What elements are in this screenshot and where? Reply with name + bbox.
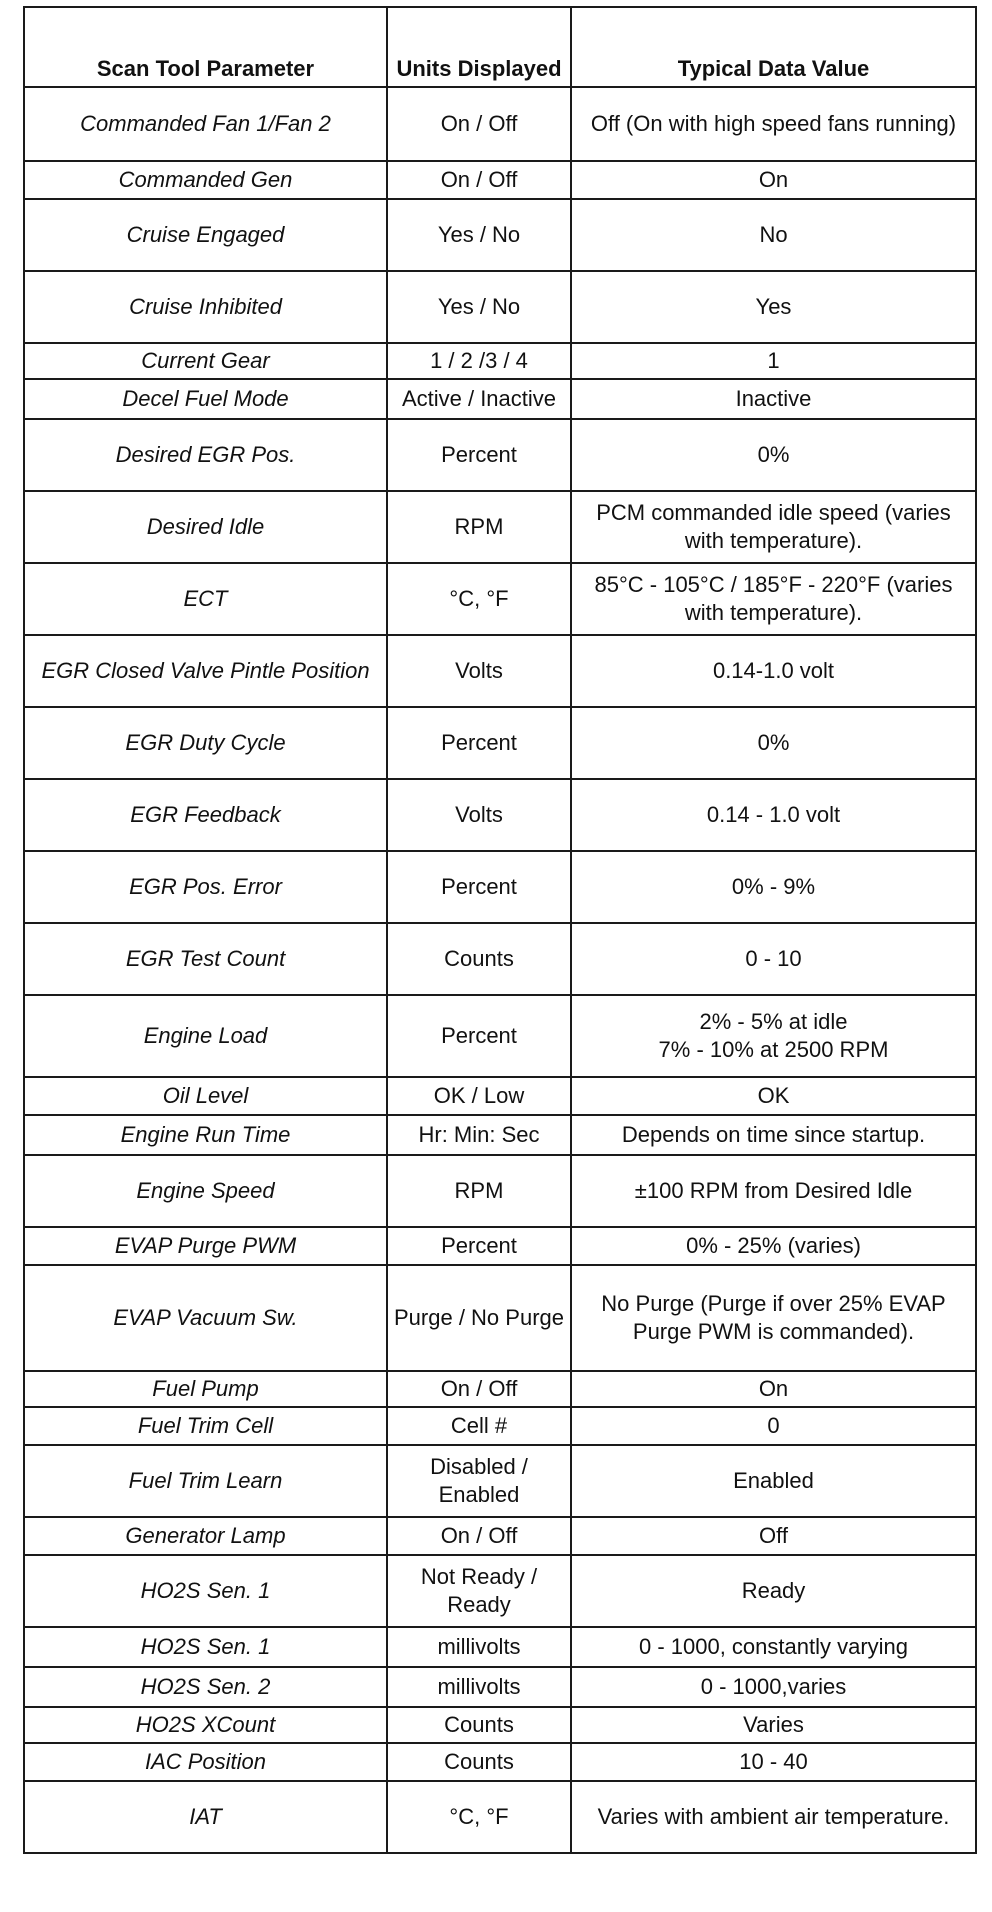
units-cell: Percent [387, 995, 571, 1077]
parameter-cell: Fuel Trim Cell [24, 1407, 387, 1445]
table-row [24, 1743, 976, 1781]
typical-value-cell: PCM commanded idle speed (varies with temperature). [571, 491, 976, 563]
units-cell: 1 / 2 /3 / 4 [387, 343, 571, 379]
parameter-cell: HO2S Sen. 1 [24, 1627, 387, 1667]
table-row [24, 491, 976, 563]
parameter-cell: HO2S XCount [24, 1707, 387, 1743]
units-cell: Cell # [387, 1407, 571, 1445]
parameter-cell: Oil Level [24, 1077, 387, 1115]
table-row [24, 779, 976, 851]
table-row [24, 707, 976, 779]
units-cell: Volts [387, 635, 571, 707]
units-cell: millivolts [387, 1667, 571, 1707]
units-cell: On / Off [387, 1517, 571, 1555]
table-row [24, 1707, 976, 1743]
typical-value-cell: OK [571, 1077, 976, 1115]
parameter-cell: Desired Idle [24, 491, 387, 563]
units-cell: On / Off [387, 1371, 571, 1407]
table-row [24, 1667, 976, 1707]
table-row [24, 1077, 976, 1115]
parameter-cell: Fuel Pump [24, 1371, 387, 1407]
parameter-cell: HO2S Sen. 1 [24, 1555, 387, 1627]
table-row [24, 1115, 976, 1155]
parameter-cell: Current Gear [24, 343, 387, 379]
typical-value-cell: No Purge (Purge if over 25% EVAP Purge PWM is commanded). [571, 1265, 976, 1371]
typical-value-cell: 0% - 9% [571, 851, 976, 923]
table-row [24, 923, 976, 995]
parameter-cell: EGR Feedback [24, 779, 387, 851]
typical-value-cell: Varies [571, 1707, 976, 1743]
parameter-cell: EVAP Vacuum Sw. [24, 1265, 387, 1371]
typical-value-cell: 0% - 25% (varies) [571, 1227, 976, 1265]
parameter-cell: EGR Closed Valve Pintle Position [24, 635, 387, 707]
units-cell: Purge / No Purge [387, 1265, 571, 1371]
table-row [24, 1445, 976, 1517]
units-cell: Percent [387, 851, 571, 923]
parameter-cell: HO2S Sen. 2 [24, 1667, 387, 1707]
table-row [24, 995, 976, 1077]
typical-value-cell: 2% - 5% at idle 7% - 10% at 2500 RPM [571, 995, 976, 1077]
typical-value-cell: Depends on time since startup. [571, 1115, 976, 1155]
units-cell: Yes / No [387, 271, 571, 343]
units-cell: Not Ready / Ready [387, 1555, 571, 1627]
typical-value-cell: Off [571, 1517, 976, 1555]
typical-value-cell: Yes [571, 271, 976, 343]
typical-value-cell: 0 - 10 [571, 923, 976, 995]
table-row [24, 1627, 976, 1667]
units-cell: °C, °F [387, 563, 571, 635]
units-cell: OK / Low [387, 1077, 571, 1115]
table-row [24, 1781, 976, 1853]
typical-value-cell: 0.14 - 1.0 volt [571, 779, 976, 851]
header-typical-data-value: Typical Data Value [571, 7, 976, 87]
units-cell: Counts [387, 923, 571, 995]
typical-value-cell: 0.14-1.0 volt [571, 635, 976, 707]
table-row [24, 1371, 976, 1407]
units-cell: Hr: Min: Sec [387, 1115, 571, 1155]
table-row [24, 851, 976, 923]
typical-value-cell: 1 [571, 343, 976, 379]
units-cell: On / Off [387, 87, 571, 161]
header-scan-tool-parameter: Scan Tool Parameter [24, 7, 387, 87]
table-row [24, 1265, 976, 1371]
units-cell: Yes / No [387, 199, 571, 271]
typical-value-cell: No [571, 199, 976, 271]
parameter-cell: Generator Lamp [24, 1517, 387, 1555]
typical-value-cell: Enabled [571, 1445, 976, 1517]
parameter-cell: Engine Load [24, 995, 387, 1077]
table-row [24, 419, 976, 491]
units-cell: °C, °F [387, 1781, 571, 1853]
parameter-cell: Commanded Gen [24, 161, 387, 199]
parameter-cell: Decel Fuel Mode [24, 379, 387, 419]
table-row [24, 87, 976, 161]
scan-tool-table-container [23, 6, 975, 1854]
parameter-cell: EGR Duty Cycle [24, 707, 387, 779]
typical-value-cell: 0% [571, 419, 976, 491]
table-row [24, 379, 976, 419]
units-cell: Percent [387, 419, 571, 491]
parameter-cell: Engine Run Time [24, 1115, 387, 1155]
units-cell: Counts [387, 1743, 571, 1781]
units-cell: Volts [387, 779, 571, 851]
table-body [24, 87, 976, 1853]
parameter-cell: ECT [24, 563, 387, 635]
table-row [24, 271, 976, 343]
typical-value-cell: On [571, 161, 976, 199]
units-cell: Counts [387, 1707, 571, 1743]
typical-value-cell: Varies with ambient air temperature. [571, 1781, 976, 1853]
typical-value-cell: 85°C - 105°C / 185°F - 220°F (varies with temperature). [571, 563, 976, 635]
parameter-cell: Cruise Engaged [24, 199, 387, 271]
table-row [24, 563, 976, 635]
units-cell: Percent [387, 1227, 571, 1265]
typical-value-cell: 0 [571, 1407, 976, 1445]
units-cell: On / Off [387, 161, 571, 199]
parameter-cell: Commanded Fan 1/Fan 2 [24, 87, 387, 161]
units-cell: RPM [387, 491, 571, 563]
typical-value-cell: Ready [571, 1555, 976, 1627]
header-units-displayed: Units Displayed [387, 7, 571, 87]
table-row [24, 343, 976, 379]
parameter-cell: IAC Position [24, 1743, 387, 1781]
typical-value-cell: 0% [571, 707, 976, 779]
units-cell: Disabled / Enabled [387, 1445, 571, 1517]
parameter-cell: EGR Test Count [24, 923, 387, 995]
typical-value-cell: Off (On with high speed fans running) [571, 87, 976, 161]
table-row [24, 1155, 976, 1227]
typical-value-cell: 0 - 1000, constantly varying [571, 1627, 976, 1667]
units-cell: millivolts [387, 1627, 571, 1667]
units-cell: RPM [387, 1155, 571, 1227]
units-cell: Percent [387, 707, 571, 779]
parameter-cell: EGR Pos. Error [24, 851, 387, 923]
parameter-cell: Desired EGR Pos. [24, 419, 387, 491]
table-row [24, 161, 976, 199]
typical-value-cell: On [571, 1371, 976, 1407]
parameter-cell: Cruise Inhibited [24, 271, 387, 343]
parameter-cell: Fuel Trim Learn [24, 1445, 387, 1517]
table-header-row [24, 7, 976, 87]
units-cell: Active / Inactive [387, 379, 571, 419]
typical-value-cell: ±100 RPM from Desired Idle [571, 1155, 976, 1227]
table-row [24, 1555, 976, 1627]
table-row [24, 1517, 976, 1555]
typical-value-cell: Inactive [571, 379, 976, 419]
scan-tool-parameter-table [23, 6, 977, 1854]
parameter-cell: Engine Speed [24, 1155, 387, 1227]
typical-value-cell: 10 - 40 [571, 1743, 976, 1781]
table-row [24, 1407, 976, 1445]
table-row [24, 1227, 976, 1265]
parameter-cell: EVAP Purge PWM [24, 1227, 387, 1265]
table-row [24, 635, 976, 707]
parameter-cell: IAT [24, 1781, 387, 1853]
typical-value-cell: 0 - 1000,varies [571, 1667, 976, 1707]
table-row [24, 199, 976, 271]
